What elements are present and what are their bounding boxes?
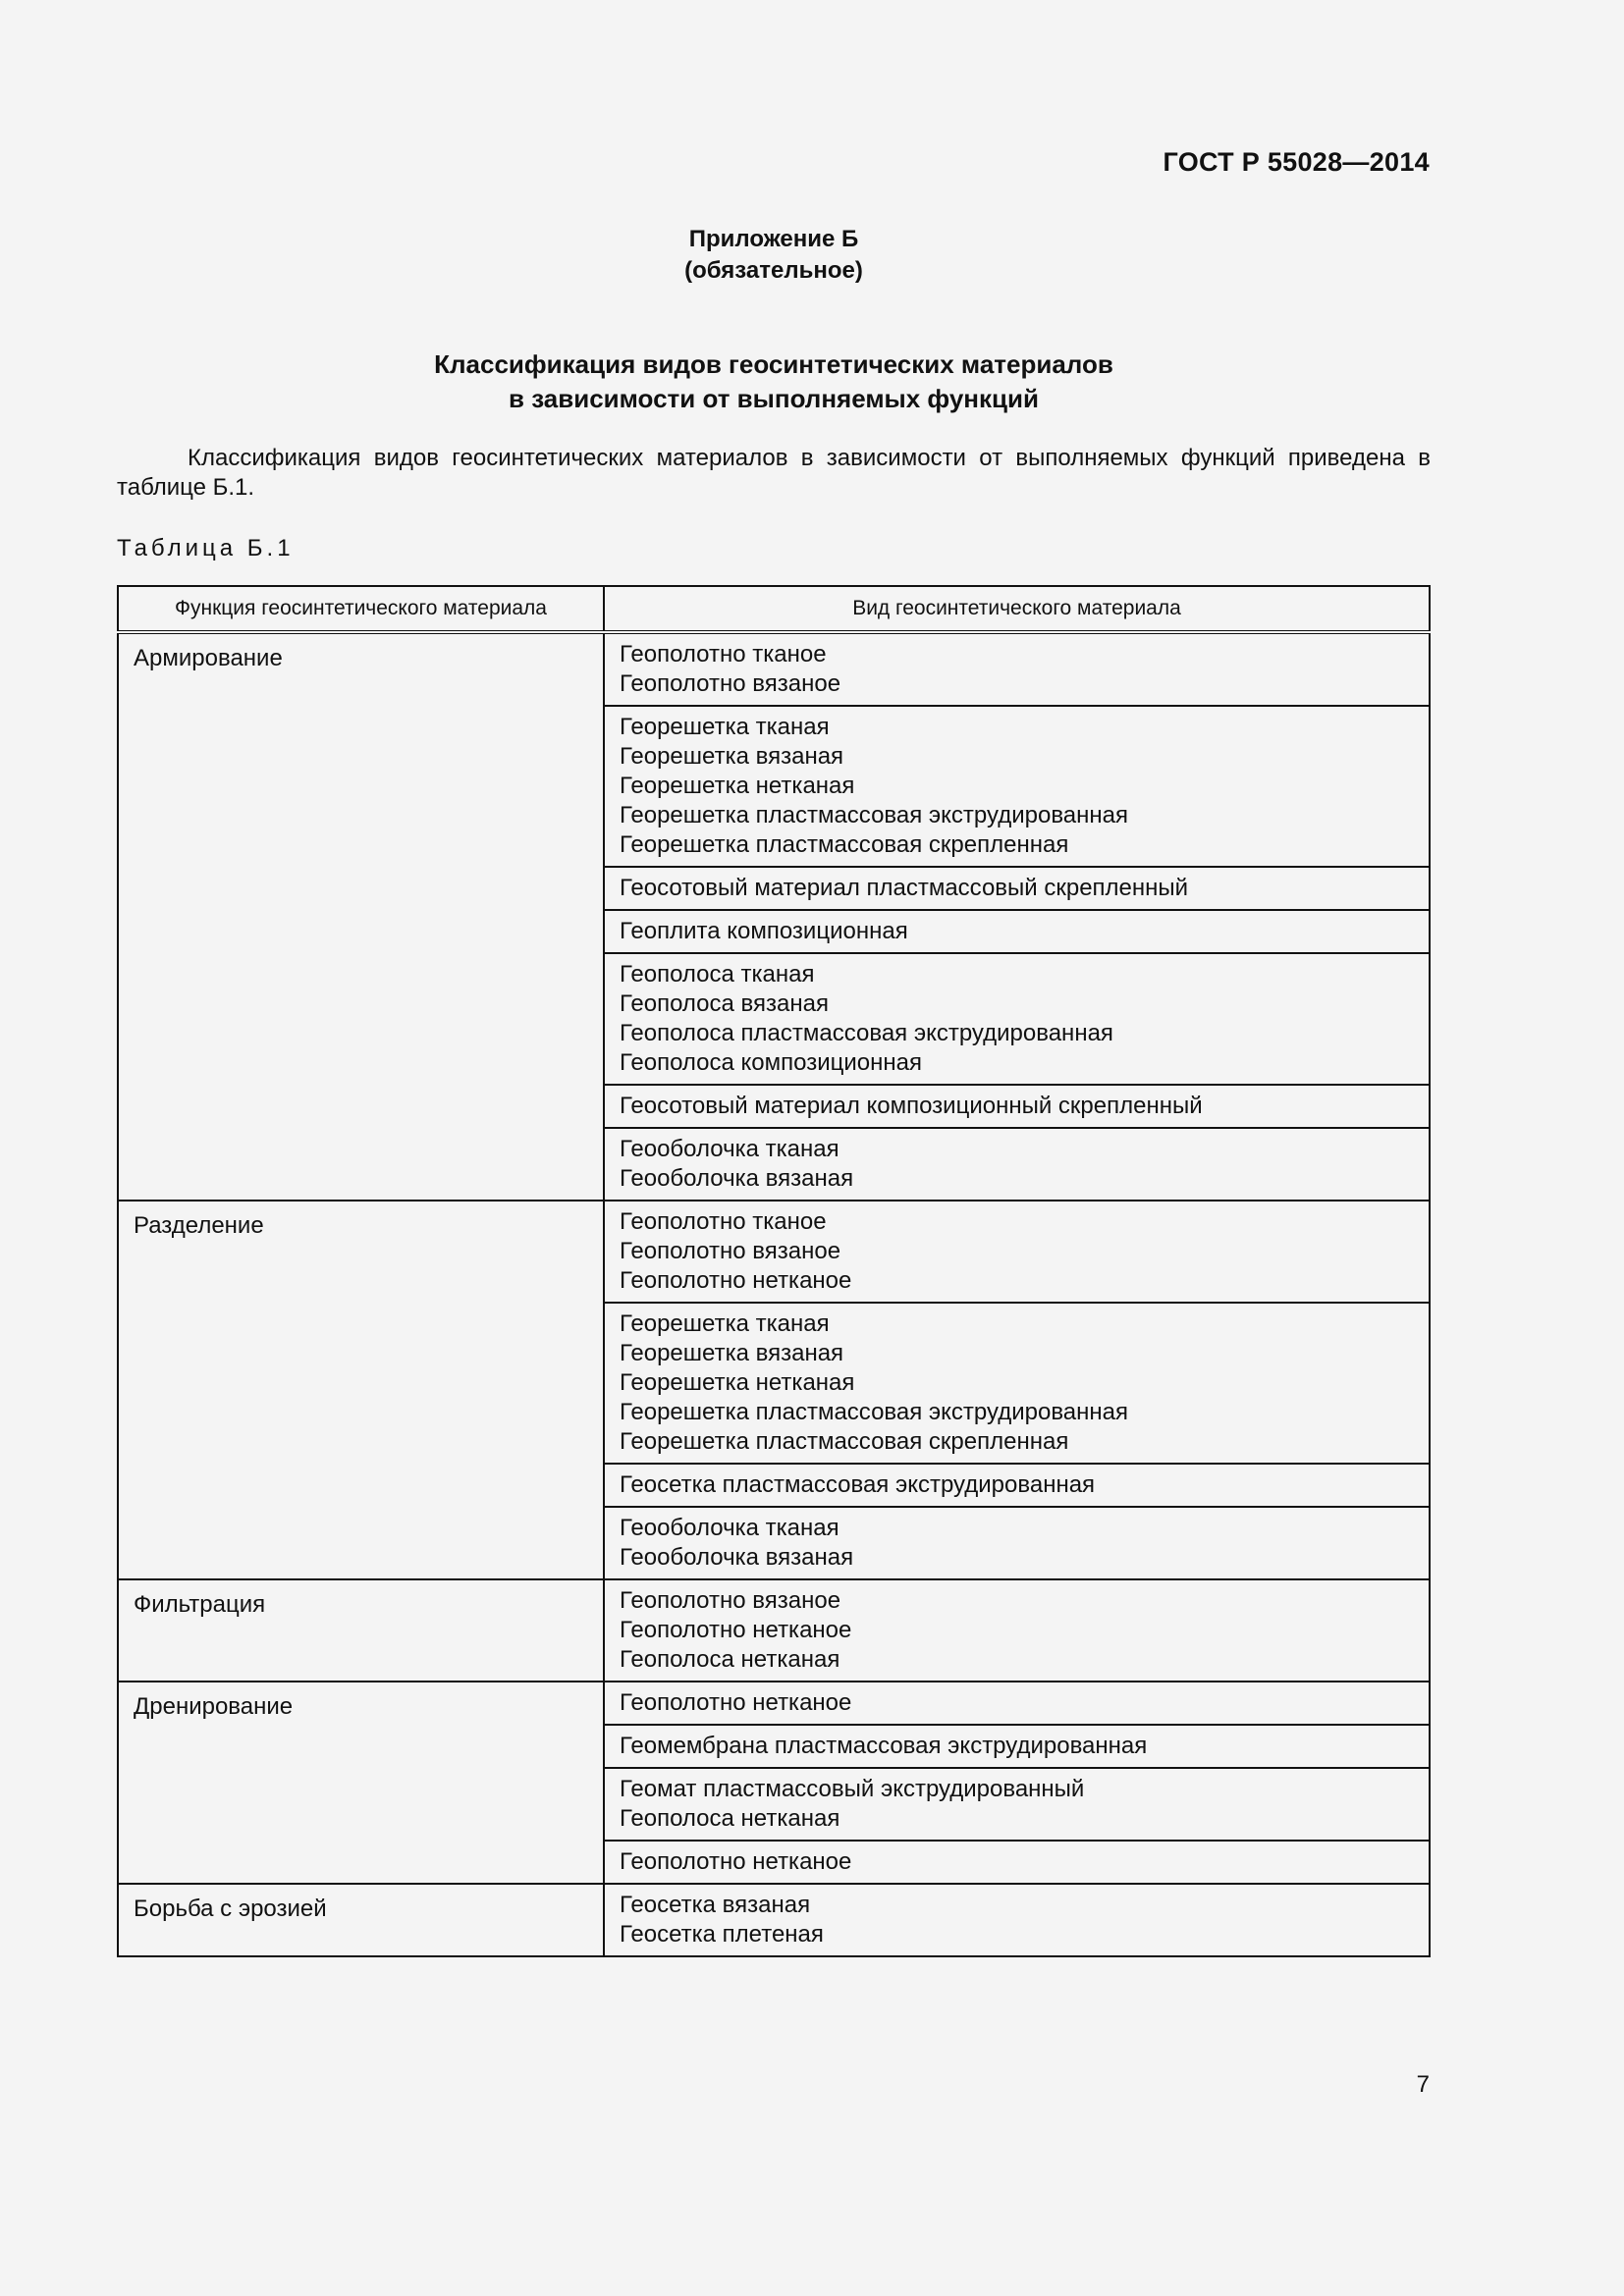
function-cell: Борьба с эрозией [118, 1884, 604, 1956]
material-line: Геомембрана пластмассовая экструдированная [620, 1733, 1148, 1759]
material-cell [604, 1464, 1430, 1507]
material-line: Георешетка пластмассовая экструдированная [620, 802, 1128, 828]
material-line: Геосетка плетеная [620, 1921, 824, 1948]
material-line: Геополоса тканая [620, 961, 815, 988]
material-line: Георешетка пластмассовая скрепленная [620, 831, 1069, 858]
material-cell [604, 1884, 1430, 1956]
material-cell [604, 1841, 1430, 1884]
standard-code: ГОСТ Р 55028—2014 [1163, 147, 1430, 177]
material-line: Геооболочка тканая [620, 1136, 839, 1162]
table-row [118, 1201, 1430, 1303]
table-row [118, 1884, 1430, 1956]
material-cell [604, 953, 1430, 1085]
section-title-line-1: Классификация видов геосинтетических материалов [434, 349, 1113, 379]
material-line: Георешетка нетканая [620, 1369, 855, 1396]
material-line: Геополоса нетканая [620, 1646, 840, 1673]
intro-paragraph: Классификация видов геосинтетических материалов в зависимости от выполняемых функций приведена в таблице Б.1. [117, 445, 1431, 501]
material-cell [604, 632, 1430, 706]
material-line: Геополотно тканое [620, 1208, 827, 1235]
appendix-status: (обязательное) [684, 257, 863, 284]
material-cell [604, 1579, 1430, 1682]
material-cell [604, 1201, 1430, 1303]
table-row [118, 1682, 1430, 1725]
material-cell [604, 910, 1430, 953]
material-line: Георешетка тканая [620, 1310, 830, 1337]
material-line: Геосетка вязаная [620, 1892, 811, 1918]
material-line: Геомат пластмассовый экструдированный [620, 1776, 1085, 1802]
material-line: Геополотно нетканое [620, 1617, 852, 1643]
material-line: Геополотно нетканое [620, 1267, 852, 1294]
function-cell: Разделение [118, 1201, 604, 1579]
table-row [118, 632, 1430, 706]
section-title [0, 347, 1547, 416]
material-line: Геополоса вязаная [620, 990, 829, 1017]
material-line: Геополотно тканое [620, 641, 827, 667]
table-row [118, 1579, 1430, 1682]
material-line: Геооболочка вязаная [620, 1165, 854, 1192]
material-cell [604, 1725, 1430, 1768]
classification-table [117, 585, 1431, 1957]
table-body [118, 632, 1430, 1956]
material-line: Георешетка тканая [620, 714, 830, 740]
material-cell [604, 706, 1430, 867]
material-cell [604, 1303, 1430, 1464]
material-cell [604, 1085, 1430, 1128]
material-line: Геоплита композиционная [620, 918, 908, 944]
material-line: Геосетка пластмассовая экструдированная [620, 1471, 1096, 1498]
material-line: Геополотно вязаное [620, 1587, 841, 1614]
section-title-line-2: в зависимости от выполняемых функций [509, 384, 1039, 413]
material-cell [604, 1768, 1430, 1841]
material-line: Геополотно нетканое [620, 1689, 852, 1716]
material-line: Геосотовый материал композиционный скрепленный [620, 1093, 1203, 1119]
material-line: Геополотно вязаное [620, 670, 841, 697]
material-line: Геооболочка тканая [620, 1515, 839, 1541]
material-line: Георешетка вязаная [620, 743, 844, 770]
material-cell [604, 1682, 1430, 1725]
material-line: Геополотно нетканое [620, 1848, 852, 1875]
page-number: 7 [1416, 2071, 1430, 2098]
function-cell: Армирование [118, 632, 604, 1201]
table-caption: Таблица Б.1 [117, 535, 295, 561]
material-line: Георешетка пластмассовая экструдированная [620, 1399, 1128, 1425]
material-line: Геооболочка вязаная [620, 1544, 854, 1571]
material-line: Георешетка нетканая [620, 773, 855, 799]
material-cell [604, 867, 1430, 910]
material-line: Геополотно вязаное [620, 1238, 841, 1264]
material-line: Георешетка пластмассовая скрепленная [620, 1428, 1069, 1455]
appendix-heading [0, 224, 1547, 287]
material-line: Геополоса пластмассовая экструдированная [620, 1020, 1113, 1046]
material-cell [604, 1507, 1430, 1579]
function-cell: Дренирование [118, 1682, 604, 1884]
table-header-row [118, 586, 1430, 632]
material-line: Геополоса нетканая [620, 1805, 840, 1832]
header-function: Функция геосинтетического материала [118, 586, 604, 632]
function-cell: Фильтрация [118, 1579, 604, 1682]
header-material-type: Вид геосинтетического материала [604, 586, 1430, 632]
appendix-title: Приложение Б [688, 226, 859, 252]
material-cell [604, 1128, 1430, 1201]
material-line: Геосотовый материал пластмассовый скрепленный [620, 875, 1189, 901]
material-line: Геополоса композиционная [620, 1049, 922, 1076]
material-line: Георешетка вязаная [620, 1340, 844, 1366]
